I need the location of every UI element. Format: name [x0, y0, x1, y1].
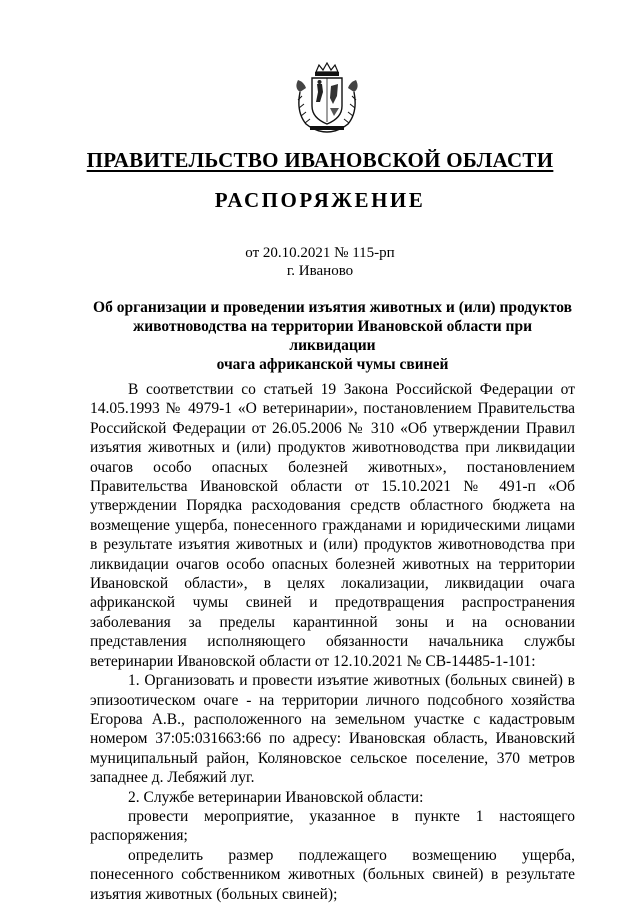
document-meta — [0, 244, 640, 280]
heading-line: очага африканской чумы свиней — [216, 356, 449, 373]
city: г. Иваново — [286, 263, 354, 279]
body-paragraph-subitem: определить размер подлежащего возмещению ущерба, понесенного собственником животных (больных свиней) в результате изъятия животных (больных свиней); — [90, 846, 575, 903]
body-paragraph-preamble: В соответствии со статьей 19 Закона Российской Федерации от 14.05.1993 № 4979-1 «О ветеринарии», постановлением Правительства Российской Федерации от 26.05.2006 № 310 «Об утверждении Правил изъятия животных и (или) продуктов животноводства при ликвидации очагов особо опасных болезней животных», постановлением Правительства Ивановской области от 15.10.2021 № 491-п «Об утверждении Порядка расходования средств областного бюджета на возмещение ущерба, понесенного гражданами и юридическими лицами в результате изъятия животных и (или) продуктов животноводства при ликвидации очагов особо опасных болезней животных на территории Ивановской области», в целях локализации, ликвидации очага африканской чумы свиней и предотвращения распространения заболевания за пределы карантинной зоны и на основании представления исполняющего обязанности начальника службы ветеринарии Ивановской области от 12.10.2021 № СВ-14485-1-101: — [90, 381, 575, 670]
coat-of-arms-icon — [292, 62, 362, 134]
body-paragraph-item-1: 1. Организовать и провести изъятие животных (больных свиней) в эпизоотическом очаге - на территории личного подсобного хозяйства Егорова А.В., расположенного на земельном участке с кадастровым номером 37:05:031663:66 по адресу: Ивановская область, Ивановский муниципальный район, Коляновское сельское поселение, 370 метров западнее д. Лебяжий луг. — [90, 672, 575, 787]
document-type: РАСПОРЯЖЕНИЕ — [214, 188, 426, 212]
government-title: ПРАВИТЕЛЬСТВО ИВАНОВСКОЙ ОБЛАСТИ — [86, 148, 554, 172]
date-number: от 20.10.2021 № 115-рп — [245, 245, 395, 261]
heading-line: животноводства на территории Ивановской области при ликвидации — [132, 318, 533, 354]
document-body — [90, 380, 575, 904]
document-heading — [90, 298, 575, 374]
body-paragraph-subitem: провести мероприятие, указанное в пункте 1 настоящего распоряжения; — [90, 807, 575, 845]
heading-line: Об организации и проведении изъятия животных и (или) продуктов — [93, 299, 572, 316]
body-paragraph-item-2: 2. Службе ветеринарии Ивановской области: — [128, 788, 424, 806]
